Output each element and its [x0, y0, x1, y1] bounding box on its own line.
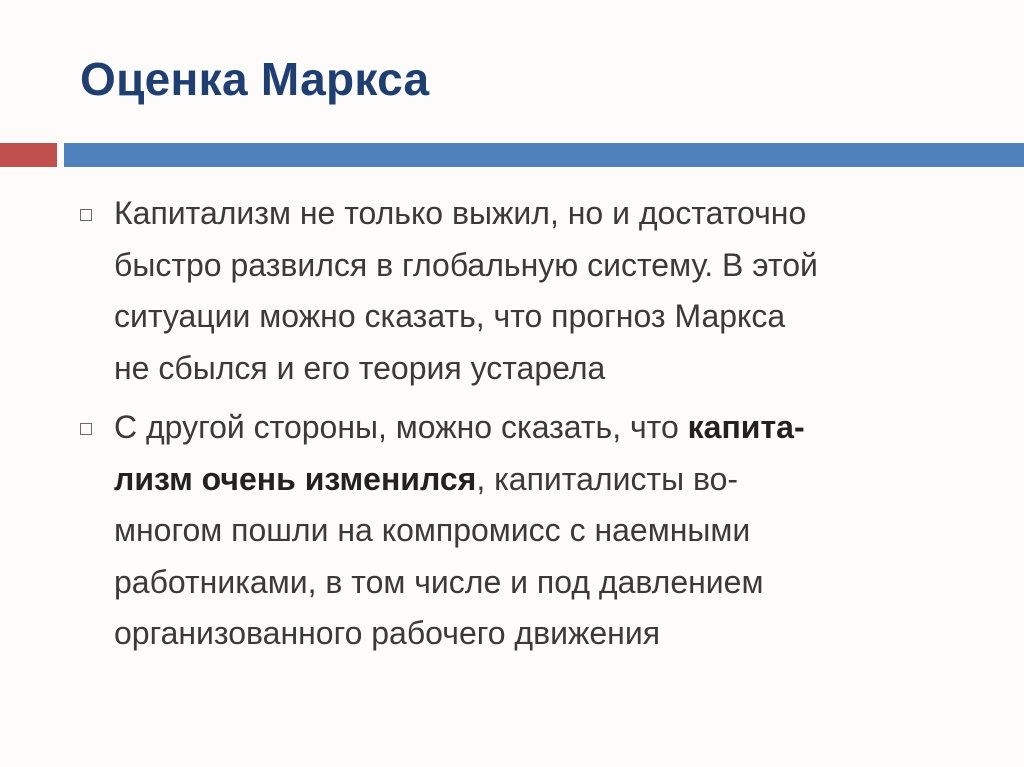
bullet-item	[80, 402, 980, 660]
bullet-line	[114, 454, 964, 506]
bullet-list	[80, 188, 980, 668]
bullet-text-span: С другой стороны, можно сказать, что	[114, 409, 688, 445]
slide-title: Оценка Маркса	[80, 53, 430, 105]
bullet-line: Капитализм не только выжил, но и достаточно	[114, 195, 807, 231]
accent-bar-red	[0, 143, 57, 167]
bullet-line	[114, 402, 964, 454]
square-bullet-icon	[80, 423, 92, 435]
bullet-line: ситуации можно сказать, что прогноз Маркса	[114, 298, 786, 334]
bullet-text	[114, 402, 964, 660]
square-bullet-icon	[80, 209, 92, 221]
bullet-emphasis: капита-	[687, 409, 805, 445]
bullet-line: работниками, в том числе и под давлением	[114, 563, 764, 600]
bullet-item	[80, 188, 980, 394]
bullet-line: не сбылся и его теория устарела	[114, 349, 606, 386]
bullet-line: быстро развился в глобальную систему. В этой	[114, 246, 818, 283]
bullet-line: многом пошли на компромисс с наемными	[114, 512, 751, 548]
accent-bar-blue	[64, 143, 1024, 167]
bullet-emphasis: лизм очень изменился	[114, 460, 477, 497]
bullet-text	[114, 188, 964, 394]
bullet-line: организованного рабочего движения	[114, 615, 661, 651]
bullet-text-span: , капиталисты во-	[476, 460, 739, 497]
